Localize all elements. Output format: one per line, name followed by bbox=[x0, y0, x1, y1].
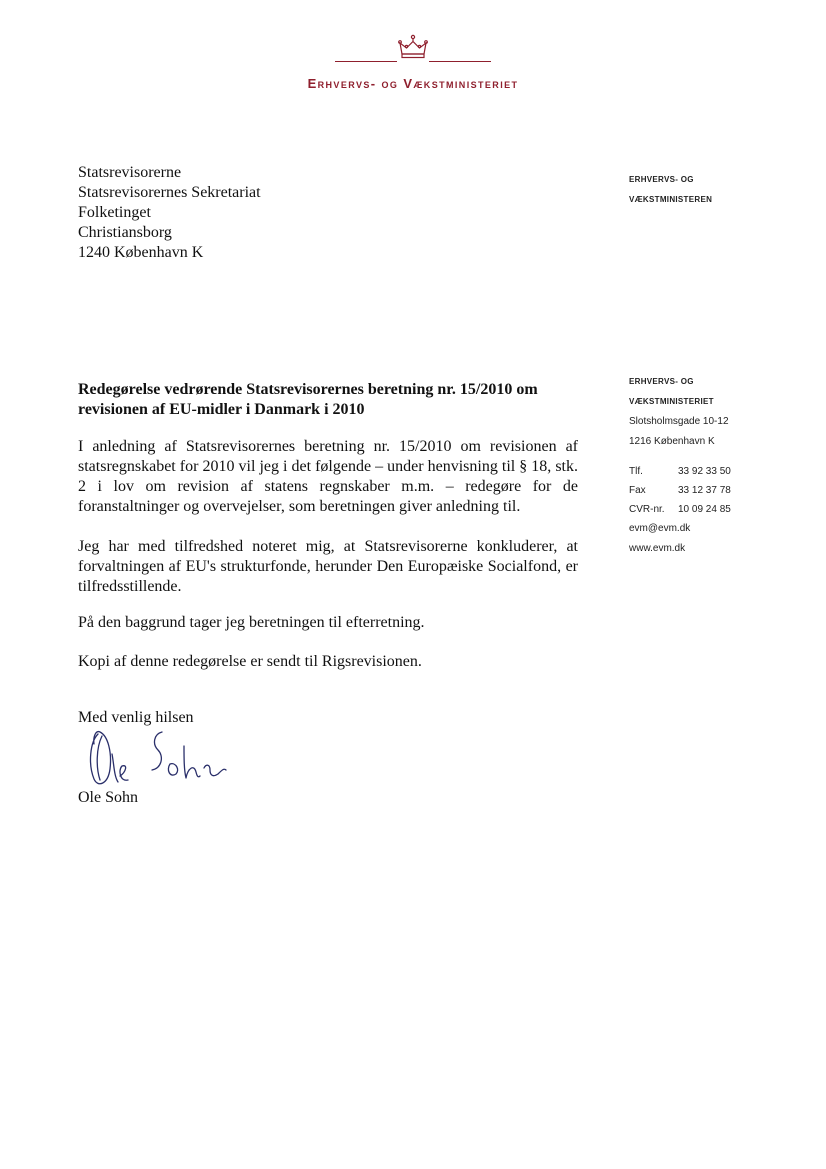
recipient-line: Christiansborg bbox=[78, 224, 172, 241]
sender-info bbox=[629, 372, 809, 559]
sender-fax bbox=[629, 481, 809, 500]
letter-paragraph: På den baggrund tager jeg beretningen til efterretning. bbox=[78, 614, 425, 631]
signature bbox=[84, 724, 234, 794]
sender-title-line1: ERHVERVS- OG bbox=[629, 175, 694, 184]
sender-org-line2: VÆKSTMINISTERIET bbox=[629, 397, 714, 406]
cvr-value: 10 09 24 85 bbox=[678, 504, 731, 515]
recipient-address bbox=[78, 163, 261, 263]
recipient-line: Folketinget bbox=[78, 204, 151, 221]
letter-paragraph: I anledning af Statsrevisorernes beretning nr. 15/2010 om revisionen af statsregnskabet for 2010 vil jeg i det følgende – under henvisning til § 18, stk. 2 i lov om revision af statens regnskaber m.m. – redegøre for de foranstaltninger og overvejelser, som beretningen giver anledning til. bbox=[78, 438, 578, 515]
crown-icon bbox=[397, 34, 429, 60]
phone-label: Tlf. bbox=[629, 466, 643, 477]
phone-value: 33 92 33 50 bbox=[678, 466, 731, 477]
ministry-title: Erhvervs- og Vækstministeriet bbox=[307, 76, 519, 91]
cvr-label: CVR-nr. bbox=[629, 504, 665, 515]
sender-cvr bbox=[629, 500, 809, 519]
recipient-line: 1240 København K bbox=[78, 244, 204, 261]
letterhead-rule-right bbox=[429, 61, 491, 62]
sender-phone bbox=[629, 462, 809, 481]
fax-value: 33 12 37 78 bbox=[678, 485, 731, 496]
sender-title-line2: VÆKSTMINISTEREN bbox=[629, 195, 713, 204]
sender-org-line1: ERHVERVS- OG bbox=[629, 377, 694, 386]
letter-subject: Redegørelse vedrørende Statsrevisorernes beretning nr. 15/2010 om revisionen af EU-midler i Danmark i 2010 bbox=[78, 381, 538, 418]
sender-website: www.evm.dk bbox=[629, 543, 686, 554]
sender-title bbox=[629, 170, 712, 210]
recipient-line: Statsrevisorernes Sekretariat bbox=[78, 184, 261, 201]
letter-paragraph: Kopi af denne redegørelse er sendt til Rigsrevisionen. bbox=[78, 653, 422, 670]
sender-city: 1216 København K bbox=[629, 436, 715, 447]
fax-label: Fax bbox=[629, 485, 646, 496]
sender-street: Slotsholmsgade 10-12 bbox=[629, 416, 729, 427]
letter-closing: Med venlig hilsen bbox=[78, 709, 194, 726]
letterhead-rule-left bbox=[335, 61, 397, 62]
sender-email: evm@evm.dk bbox=[629, 523, 691, 534]
recipient-line: Statsrevisorerne bbox=[78, 164, 182, 181]
signer-name: Ole Sohn bbox=[78, 789, 138, 806]
letter-paragraph: Jeg har med tilfredshed noteret mig, at Statsrevisorerne konkluderer, at forvaltningen af EU's strukturfonde, herunder Den Europæiske Socialfond, er tilfredsstillende. bbox=[78, 538, 578, 595]
